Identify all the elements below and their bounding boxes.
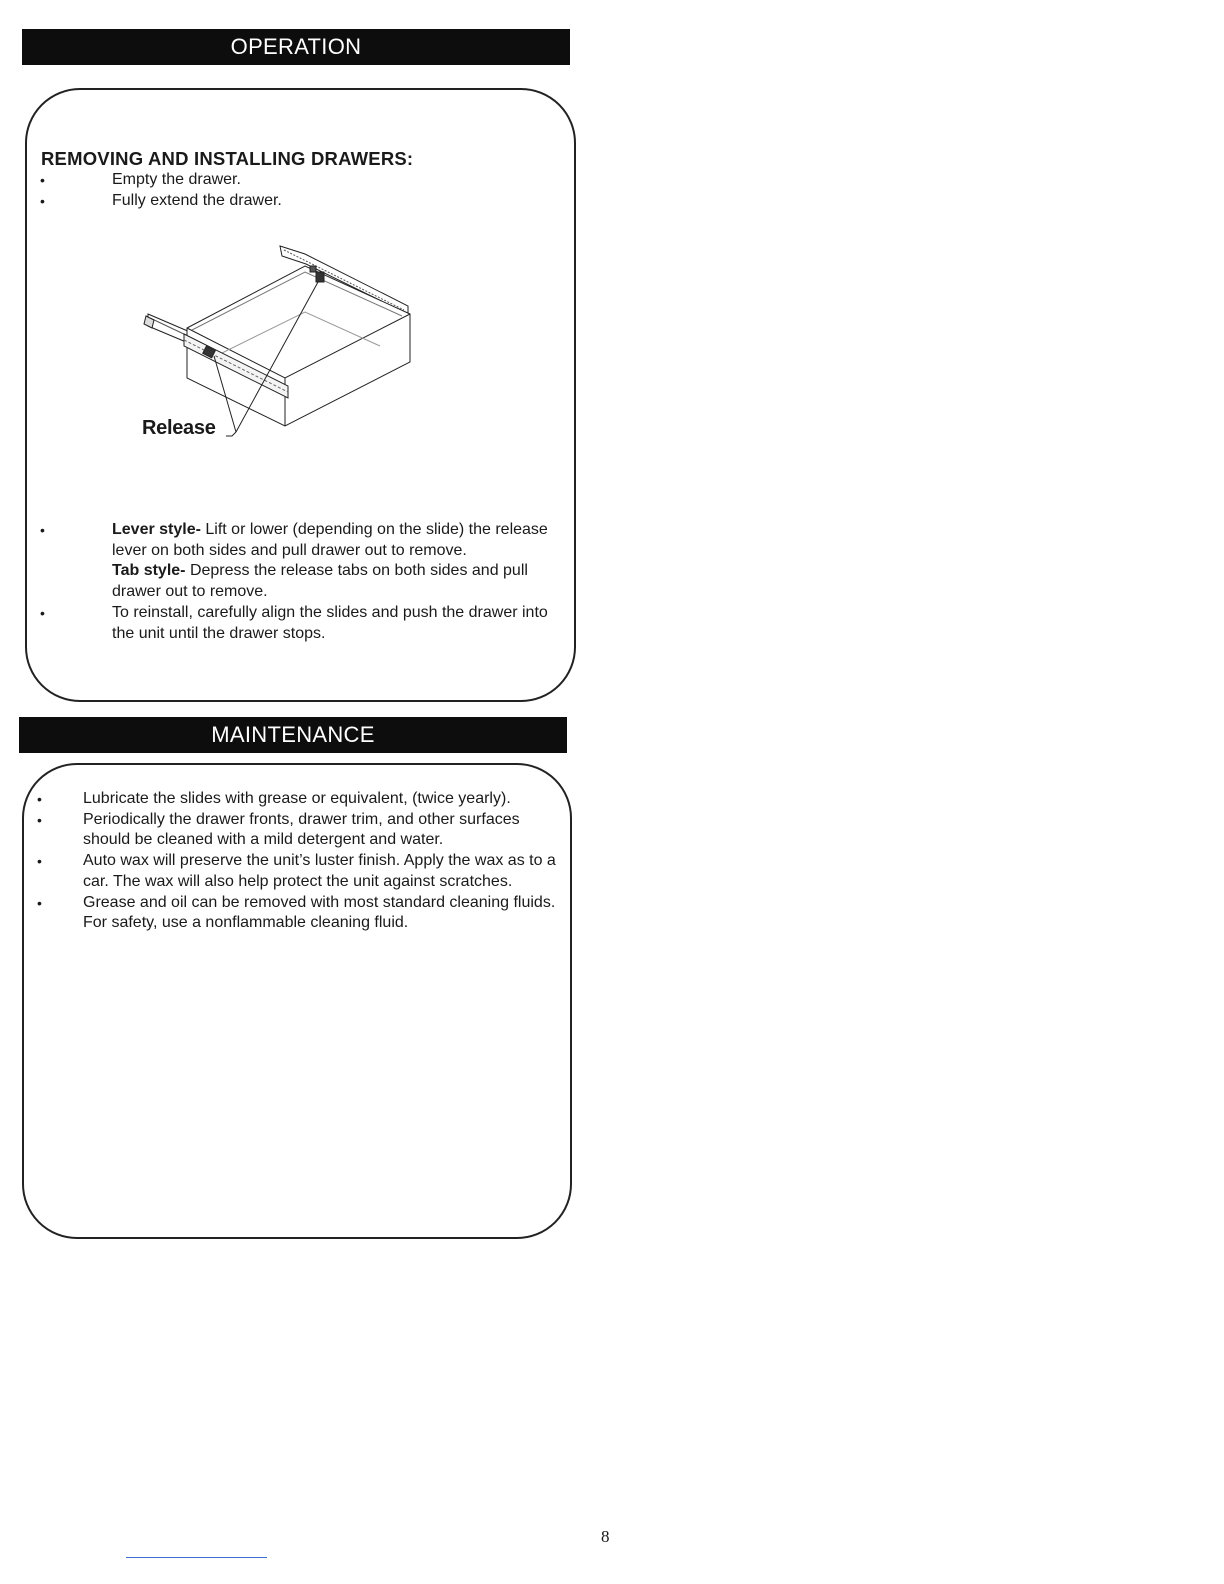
list-item: Tab style- Depress the release tabs on both sides and pull drawer out to remove. xyxy=(112,562,528,601)
release-label: Release xyxy=(142,417,216,439)
list-item: • Fully extend the drawer. xyxy=(40,191,282,212)
bullet-icon: • xyxy=(37,791,42,807)
operation-steps-bottom xyxy=(40,520,560,644)
bullet-icon: • xyxy=(40,192,45,209)
operation-steps-top xyxy=(40,170,282,211)
maintenance-list xyxy=(37,789,567,934)
maintenance-banner: MAINTENANCE xyxy=(19,717,567,753)
bullet-icon: • xyxy=(40,172,45,188)
list-item: • Grease and oil can be removed with most standard cleaning fluids. For safety, use a nonflammable cleaning fluid. xyxy=(37,893,556,932)
page-number: 8 xyxy=(601,1527,610,1546)
footer-rule xyxy=(126,1557,267,1558)
list-item: • Periodically the drawer fronts, drawer trim, and other surfaces should be cleaned with a mild detergent and water. xyxy=(37,810,520,849)
list-item: • Lubricate the slides with grease or equivalent, (twice yearly). xyxy=(37,789,567,810)
list-item: • Empty the drawer. xyxy=(40,170,282,191)
bullet-icon: • xyxy=(37,894,42,911)
operation-banner: OPERATION xyxy=(22,29,570,65)
list-item: • Auto wax will preserve the unit’s luster finish. Apply the wax as to a car. The wax will also help protect the unit against scratches. xyxy=(37,852,556,890)
bullet-icon: • xyxy=(40,522,45,538)
bullet-icon: • xyxy=(40,604,45,621)
section-heading: REMOVING AND INSTALLING DRAWERS: xyxy=(41,148,414,169)
list-item: • Lever style- Lift or lower (depending on the slide) the release lever on both sides and pull drawer out to remove. xyxy=(40,521,548,559)
list-item: • To reinstall, carefully align the slides and push the drawer into the unit until the drawer stops. xyxy=(40,603,548,642)
bullet-icon: • xyxy=(37,811,42,828)
bullet-icon: • xyxy=(37,853,42,870)
